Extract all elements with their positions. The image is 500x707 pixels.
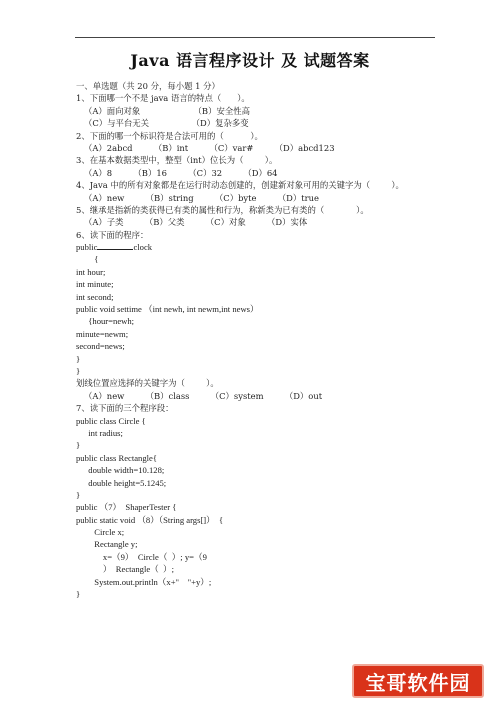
text-line: public class Circle { xyxy=(76,415,146,426)
text-line: ） Rectangle（ ）; xyxy=(90,564,175,575)
text-line: int radius; xyxy=(84,427,123,438)
text-line: 6、读下面的程序： xyxy=(76,229,149,240)
text-line: 2、下面的哪一个标识符是合法可用的（ ）。 xyxy=(76,130,263,141)
text-line: second=news; xyxy=(76,341,125,352)
text-line: Rectangle y; xyxy=(90,539,138,550)
text-line: {hour=newh; xyxy=(84,316,135,327)
text-line xyxy=(76,241,486,253)
text-line: 1、下面哪一个不是 java 语言的特点（ ）。 xyxy=(76,93,250,104)
text-line: （A）new （B）string （C）byte （D）true xyxy=(84,192,319,203)
text-line: int minute; xyxy=(76,279,114,290)
text-line: } xyxy=(76,489,81,500)
text-line: public void settime （int newh, int newm,int news） xyxy=(76,304,259,315)
document-title: Java 语言程序设计 及 试题答案 xyxy=(130,51,370,70)
text-line: （C）与平台无关 （D）复杂多变 xyxy=(84,118,249,129)
code-text: clock xyxy=(133,242,153,253)
text-line: （A）面向对象 （B）安全性高 xyxy=(84,105,250,116)
text-line: x=（9） Circle（ ）; y=（9 xyxy=(90,551,207,562)
text-line: } xyxy=(76,353,81,364)
text-line: double height=5.1245; xyxy=(84,477,167,488)
text-line: public class Rectangle{ xyxy=(76,452,157,463)
text-line: （A）new （B）class （C）system （D）out xyxy=(84,390,323,401)
text-line: 划线位置应选择的关键字为（ ）。 xyxy=(76,378,219,389)
text-line: 5、继承是指新的类获得已有类的属性和行为，称新类为已有类的（ ）。 xyxy=(76,204,369,215)
watermark-logo: 宝哥软件园 xyxy=(352,664,484,698)
text-line: 一、单选题（共 20 分，每小题 1 分） xyxy=(76,81,220,91)
text-line: Circle x; xyxy=(90,527,125,538)
text-line: （A）2abcd （B）int （C）var# （D）abcd123 xyxy=(84,142,335,153)
fill-in-blank xyxy=(97,241,133,250)
text-line: int hour; xyxy=(76,266,106,277)
text-line: 7、读下面的三个程序段： xyxy=(76,403,174,414)
text-line: 4、Java 中的所有对象都是在运行时动态创建的，创建新对象可用的关键字为（ ）。 xyxy=(76,180,404,191)
text-line: public static void （8）（String args[]） { xyxy=(76,514,224,525)
text-line: （A）子类 （B）父类 （C）对象 （D）实体 xyxy=(84,217,308,228)
document-body xyxy=(76,80,486,600)
text-line: { xyxy=(90,254,99,265)
text-line: System.out.println（x+" "+y）; xyxy=(90,576,212,587)
text-line: 3、在基本数据类型中，整型（int）位长为（ ）。 xyxy=(76,155,278,166)
text-line: public （7） ShaperTester { xyxy=(76,502,177,513)
code-text: public xyxy=(76,242,98,253)
text-line: （A）8 （B）16 （C）32 （D）64 xyxy=(84,167,278,178)
text-line: minute=newm; xyxy=(76,328,129,339)
text-line: } xyxy=(76,365,81,376)
text-line: } xyxy=(76,589,81,600)
text-line: double width=10.128; xyxy=(84,465,165,476)
header-rule xyxy=(75,37,435,38)
text-line: int second; xyxy=(76,291,114,302)
text-line: } xyxy=(76,440,81,451)
